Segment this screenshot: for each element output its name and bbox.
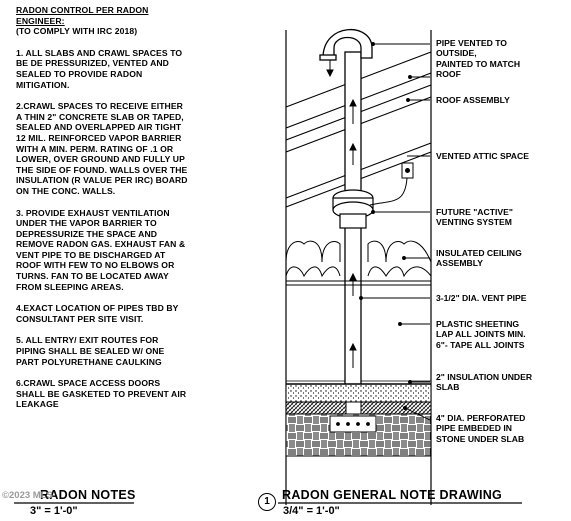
note-line: TURNS. FAN TO BE LOCATED AWAY <box>16 271 169 282</box>
callout-insulated-ceiling: INSULATED CEILING ASSEMBLY <box>436 248 522 269</box>
callout-roof-assembly: ROOF ASSEMBLY <box>436 95 510 105</box>
note-line: CONSULTANT PER SITE VISIT. <box>16 313 144 324</box>
note-line: INSULATION (R VALUE PER IRC) BOARD <box>16 175 188 186</box>
watermark: ©2023 MLS <box>2 490 53 501</box>
note-line: 6.CRAWL SPACE ACCESS DOORS <box>16 378 161 389</box>
note-line: WITH A MIN. PERM. RATING OF .1 OR <box>16 143 174 154</box>
note-line: ROOF WITH FEW TO NO ELBOWS OR <box>16 260 175 271</box>
notes-heading-line-1: RADON CONTROL PER RADON <box>16 5 149 15</box>
note-line: 2.CRAWL SPACES TO RECEIVE EITHER <box>16 101 183 112</box>
callout-insulation-under-slab: 2" INSULATION UNDER SLAB <box>436 372 533 393</box>
callout-future-active: FUTURE "ACTIVE" VENTING SYSTEM <box>436 207 513 228</box>
note-line: 1. ALL SLABS AND CRAWL SPACES TO <box>16 47 183 58</box>
right-title: RADON GENERAL NOTE DRAWING <box>282 488 503 502</box>
note-line: 4.EXACT LOCATION OF PIPES TBD BY <box>16 303 179 314</box>
note-line: REMOVE RADON GAS. EXHAUST FAN & <box>16 239 186 250</box>
note-line: 5. ALL ENTRY/ EXIT ROUTES FOR <box>16 335 159 346</box>
left-title: RADON NOTES <box>40 488 136 502</box>
callout-pipe-vented: PIPE VENTED TO OUTSIDE, PAINTED TO MATCH ROOF <box>436 38 521 80</box>
note-line: ON THE CONC. WALLS. <box>16 185 116 196</box>
note-line: BE DE PRESSURIZED, VENTED AND <box>16 58 169 69</box>
note-line: PIPING SHALL BE SEALED W/ ONE <box>16 346 165 357</box>
note-line: THE SIDE OF FOUND. WALLS OVER THE <box>16 164 188 175</box>
note-line: LOWER, OVER GROUND AND FULLY UP <box>16 154 185 165</box>
note-line: 12 MIL. REINFORCED VAPOR BARRIER <box>16 132 182 143</box>
fan-housing <box>333 190 373 228</box>
callout-perforated-pipe: 4" DIA. PERFORATED PIPE EMBEDED IN STONE UNDER SLAB <box>436 413 526 444</box>
note-line: FROM SLEEPING AREAS. <box>16 281 124 292</box>
note-line: 3. PROVIDE EXHAUST VENTILATION <box>16 207 170 218</box>
note-line: SEALED AND OVERLAPPED AIR TIGHT <box>16 122 182 133</box>
note-line: LEAKAGE <box>16 399 59 410</box>
drawing-number: 1 <box>258 493 276 511</box>
note-line: SEALED TO PROVIDE RADON <box>16 68 143 79</box>
note-line: UNDER THE VAPOR BARRIER TO <box>16 218 157 229</box>
perforated-pipe <box>330 416 376 432</box>
notes-subheading: (TO COMPLY WITH IRC 2018) <box>16 26 138 37</box>
left-scale: 3" = 1'-0" <box>30 505 78 517</box>
notes-heading-line-2: ENGINEER: <box>16 15 65 26</box>
note-line: SHALL BE GASKETED TO PREVENT AIR <box>16 388 187 399</box>
callout-vent-pipe: 3-1/2" DIA. VENT PIPE <box>436 293 527 303</box>
callout-plastic-sheeting: PLASTIC SHEETING LAP ALL JOINTS MIN. 6"- TAPE ALL JOINTS <box>436 319 526 350</box>
right-scale: 3/4" = 1'-0" <box>283 505 340 517</box>
electrical-box <box>370 163 413 205</box>
note-line: MITIGATION. <box>16 79 70 90</box>
note-line: VENT PIPE TO BE DISCHARGED AT <box>16 249 166 260</box>
note-line: A THIN 2" CONCRETE SLAB OR TAPED, <box>16 111 184 122</box>
note-line: PART POLYURETHANE CAULKING <box>16 356 162 367</box>
callout-vented-attic: VENTED ATTIC SPACE <box>436 151 529 161</box>
note-line: DEPRESSURIZE THE SPACE AND <box>16 228 158 239</box>
